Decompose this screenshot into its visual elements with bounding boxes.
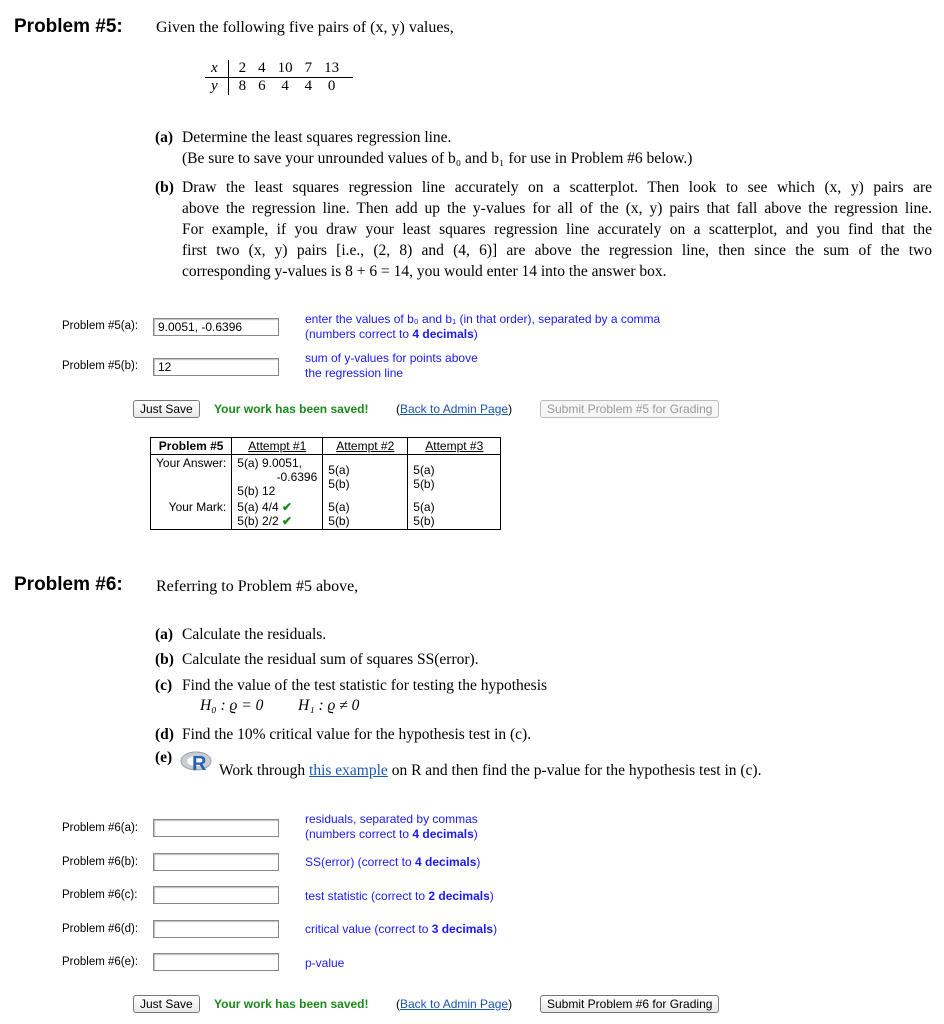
back-to-admin-link[interactable]: Back to Admin Page <box>400 997 509 1011</box>
p6-b-text: Calculate the residual sum of squares SS(error). <box>182 651 479 668</box>
attempt-1-link[interactable]: Attempt #1 <box>248 439 307 453</box>
y-value: 4 <box>281 78 289 94</box>
y-value: 0 <box>327 78 336 94</box>
saved-message-6: Your work has been saved! <box>214 997 369 1011</box>
back-to-admin-link[interactable]: Back to Admin Page <box>400 402 509 416</box>
x-value: 7 <box>299 60 319 78</box>
part-b-line: For example, if you draw your least squares regression line accurately on a scatterplot, and you find that the <box>182 221 932 238</box>
just-save-button-5[interactable]: Just Save <box>133 400 200 418</box>
saved-message-5: Your work has been saved! <box>214 402 369 416</box>
y-value: 4 <box>304 78 313 94</box>
row-label-5a: Problem #5(a): <box>62 320 139 332</box>
x-value: 2 <box>228 60 252 78</box>
p6-c-label: (c) <box>155 677 173 694</box>
p6-d-label: (d) <box>155 726 174 743</box>
attempts-header: Problem #5 <box>151 438 232 455</box>
just-save-button-6[interactable]: Just Save <box>133 995 200 1013</box>
x-value: 4 <box>252 60 272 78</box>
y-value: 6 <box>258 78 266 94</box>
row-label-6e: Problem #6(e): <box>62 956 139 968</box>
answer-input-5b[interactable]: 12 <box>153 358 279 376</box>
check-icon: ✔ <box>281 500 293 514</box>
p6-d-text: Find the 10% critical value for the hypothesis test in (c). <box>182 726 532 743</box>
p6-e-text: Work through this example on R and then find the p-value for the hypothesis test in (c). <box>219 762 762 779</box>
y-label: y <box>205 78 228 96</box>
submit-problem-5-button[interactable]: Submit Problem #5 for Grading <box>540 400 719 418</box>
hint-6e: p-value <box>305 956 345 970</box>
part-b-line: first two (x, y) pairs [i.e., (2, 8) and (4, 6)] are above the regression line, then since the sum of the two <box>182 242 932 259</box>
hint-6d: critical value (correct to 3 decimals) <box>305 922 498 936</box>
r-logo-icon: R <box>180 750 216 776</box>
part-a-line2: (Be sure to save your unrounded values of b₀ and b₁ for use in Problem #6 below.) <box>182 150 693 167</box>
p6-a-text: Calculate the residuals. <box>182 626 327 643</box>
part-a-line1: Determine the least squares regression line. <box>182 129 452 146</box>
attempt-2-answer: 5(a) 5(b) <box>323 455 408 500</box>
h1-hypothesis: H₁ : ϱ ≠ 0 <box>298 697 360 714</box>
part-b-line: Draw the least squares regression line accurately on a scatterplot. Then look to see which (x, y) pairs are <box>182 179 932 196</box>
answer-input-6c[interactable] <box>153 886 279 904</box>
answer-input-6e[interactable] <box>153 953 279 971</box>
p6-c-text: Find the value of the test statistic for testing the hypothesis <box>182 677 548 694</box>
attempt-1-mark: 5(a) 4/4 ✔ 5(b) 2/2 ✔ <box>232 499 323 530</box>
hint-6b: SS(error) (correct to 4 decimals) <box>305 855 481 869</box>
row-label-6b: Problem #6(b): <box>62 856 139 868</box>
part-b-line: corresponding y-values is 8 + 6 = 14, you would enter 14 into the answer box. <box>182 263 667 280</box>
x-value: 10 <box>272 60 299 78</box>
attempt-3-answer: 5(a) 5(b) <box>413 463 435 491</box>
admin-link-wrap-5: (Back to Admin Page) <box>396 402 513 416</box>
x-label: x <box>205 60 228 78</box>
answer-input-6b[interactable] <box>153 853 279 871</box>
this-example-link[interactable]: this example <box>309 762 388 779</box>
part-b-line: above the regression line. Then add up the y-values for all of the (x, y) pairs that fall above the regression line. <box>182 200 932 217</box>
hint-5a-line2: (numbers correct to 4 decimals) <box>305 327 478 341</box>
attempt-2-link[interactable]: Attempt #2 <box>336 439 395 453</box>
part-b-label: (b) <box>155 179 174 196</box>
problem-5-title: Problem #5: <box>14 16 123 37</box>
row-label-6a: Problem #6(a): <box>62 822 139 834</box>
p6-b-label: (b) <box>155 651 174 668</box>
row-label-6c: Problem #6(c): <box>62 889 138 901</box>
p6-e-label: (e) <box>155 749 173 766</box>
answer-input-5a[interactable]: 9.0051, -0.6396 <box>153 318 279 336</box>
hint-5a <box>305 312 660 342</box>
row-label-6d: Problem #6(d): <box>62 923 139 935</box>
attempt-2-mark: 5(a) 5(b) <box>323 499 408 530</box>
hint-5a-line1: enter the values of b₀ and b₁ (in that order), separated by a comma <box>305 312 661 326</box>
answer-input-6d[interactable] <box>153 920 279 938</box>
problem-6-title: Problem #6: <box>14 574 123 595</box>
check-icon: ✔ <box>281 514 293 528</box>
your-answer-label: Your Answer: <box>151 455 232 500</box>
part-a-label: (a) <box>155 129 174 146</box>
p6-a-label: (a) <box>155 626 174 643</box>
hint-5b-line2: the regression line <box>305 366 404 380</box>
problem-6-intro: Referring to Problem #5 above, <box>156 578 359 595</box>
attempts-table <box>150 437 501 530</box>
submit-problem-6-button[interactable]: Submit Problem #6 for Grading <box>540 995 719 1013</box>
hint-5b <box>305 351 478 381</box>
hint-6c: test statistic (correct to 2 decimals) <box>305 889 494 903</box>
attempt-1-answer: 5(a) 9.0051, -0.6396 5(b) 12 <box>232 455 323 500</box>
h0-hypothesis: H₀ : ϱ = 0 <box>200 697 264 714</box>
admin-link-wrap-6: (Back to Admin Page) <box>396 997 513 1011</box>
attempt-3-link[interactable]: Attempt #3 <box>425 439 484 453</box>
y-value: 8 <box>238 78 247 94</box>
answer-input-6a[interactable] <box>153 819 279 837</box>
hint-5b-line1: sum of y-values for points above <box>305 351 478 365</box>
your-mark-label: Your Mark: <box>151 499 232 530</box>
attempt-3-mark: 5(a) 5(b) <box>413 500 435 528</box>
row-label-5b: Problem #5(b): <box>62 360 139 372</box>
x-value: 13 <box>318 60 353 78</box>
problem-5-intro: Given the following five pairs of (x, y) values, <box>156 19 454 36</box>
hint-6a: residuals, separated by commas (numbers correct to 4 decimals) <box>305 812 478 841</box>
xy-table <box>205 60 353 95</box>
